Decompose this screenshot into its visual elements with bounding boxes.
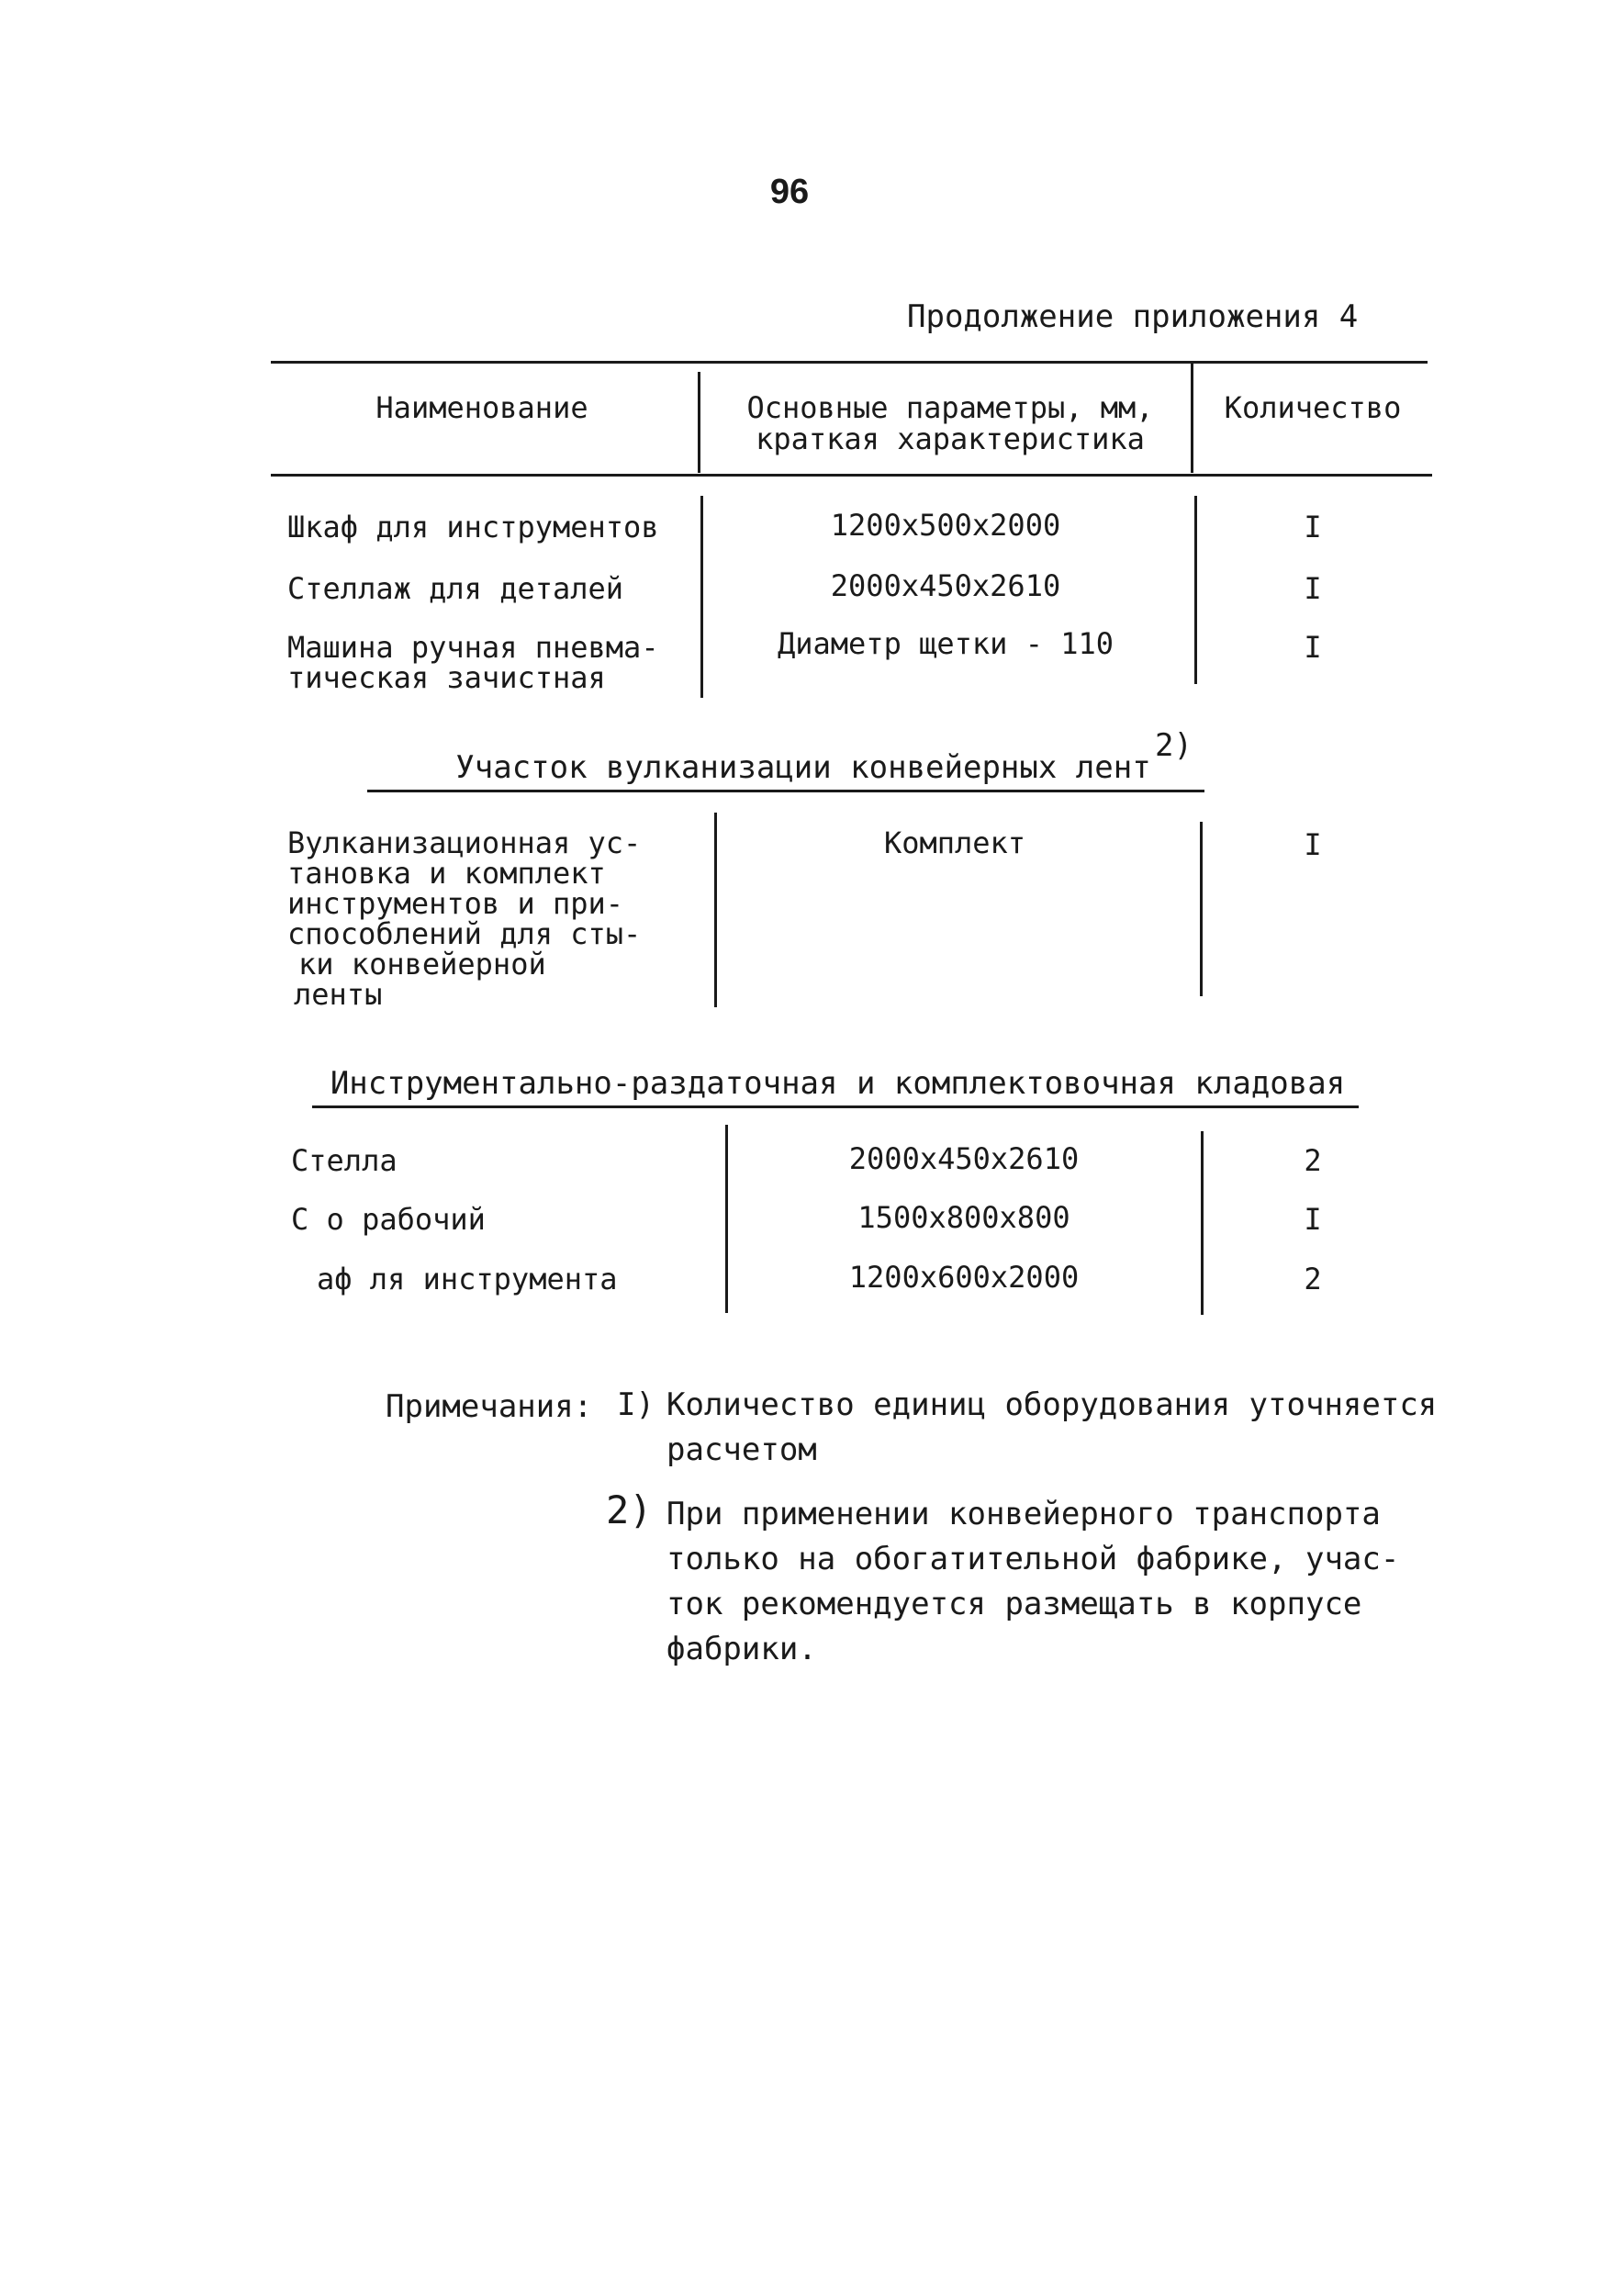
- header-params-line2: краткая характеристика: [756, 421, 1145, 456]
- group1-col-divider-2: [1194, 496, 1197, 684]
- row2-name: Стеллаж для деталей: [287, 571, 624, 606]
- note2-number: 2): [606, 1487, 653, 1532]
- section3-row1-qty: 2: [1304, 1143, 1322, 1178]
- section2-col-divider-1: [714, 813, 717, 1007]
- row3-qty: I: [1304, 630, 1322, 665]
- section2-footnote-mark: 2): [1155, 727, 1193, 764]
- section2-row-qty: I: [1304, 827, 1322, 862]
- group1-col-divider-1: [700, 496, 703, 698]
- section2-row-name-1: Вулканизационная ус-: [287, 825, 642, 860]
- section3-col-divider-1: [725, 1125, 728, 1313]
- header-name: Наименование: [375, 390, 588, 425]
- section2-col-divider-2: [1200, 822, 1203, 996]
- table-header-rule: [271, 474, 1432, 477]
- section2-row-name-3: инструментов и при-: [287, 886, 624, 921]
- row1-qty: I: [1304, 510, 1322, 544]
- note2-line3: ток рекомендуется размещать в корпусе: [666, 1586, 1362, 1622]
- section3-row2-name: С о рабочий: [291, 1202, 486, 1237]
- header-col-divider-1: [698, 372, 700, 473]
- row1-params: 1200x500x2000: [830, 508, 1061, 543]
- note1-line1: Количество единиц оборудования уточняется: [666, 1386, 1438, 1423]
- section3-row2-qty: I: [1304, 1202, 1322, 1237]
- table-top-rule: [271, 361, 1428, 364]
- section3-row3-qty: 2: [1304, 1262, 1322, 1296]
- note1-line2: расчетом: [666, 1431, 817, 1468]
- section3-row3-params: 1200x600x2000: [848, 1260, 1080, 1295]
- header-col-divider-2: [1191, 363, 1193, 473]
- page-number: 96: [769, 173, 810, 211]
- section3-row2-params: 1500x800x800: [857, 1200, 1070, 1235]
- section3-row3-name: аф ля инструмента: [317, 1262, 618, 1296]
- section2-rule: [367, 790, 1204, 792]
- row1-name: Шкаф для инструментов: [287, 510, 659, 544]
- section2-row-name-2: тановка и комплект: [287, 856, 606, 891]
- section3-row1-name: Стелла: [291, 1143, 398, 1178]
- section2-row-name-6: ленты: [294, 977, 383, 1012]
- row2-qty: I: [1304, 571, 1322, 606]
- row3-params: Диаметр щетки - 110: [777, 626, 1114, 661]
- section2-title: Участок вулканизации конвейерных лент: [455, 749, 1151, 786]
- note1-number: I): [617, 1386, 655, 1423]
- row3-name-line1: Машина ручная пневма-: [287, 630, 659, 665]
- header-params-line1: Основные параметры, мм,: [746, 390, 1154, 425]
- note2-line2: только на обогатительной фабрике, учас-: [666, 1541, 1400, 1577]
- note2-line1: При применении конвейерного транспорта: [666, 1496, 1381, 1532]
- section3-col-divider-2: [1201, 1131, 1204, 1315]
- row3-name-line2: тическая зачистная: [287, 660, 606, 695]
- continuation-caption: Продолжение приложения 4: [907, 298, 1359, 335]
- section2-row-name-4: способлений для сты-: [287, 916, 642, 951]
- header-quantity: Количество: [1224, 390, 1402, 425]
- notes-label: Примечания:: [386, 1388, 593, 1425]
- row2-params: 2000x450x2610: [830, 568, 1061, 603]
- note2-line4: фабрики.: [666, 1631, 817, 1667]
- section3-title: Инструментально-раздаточная и комплектовочная кладовая: [330, 1065, 1346, 1102]
- section3-row1-params: 2000x450x2610: [848, 1141, 1080, 1176]
- section2-row-params: Комплект: [883, 825, 1026, 860]
- section3-rule: [312, 1105, 1359, 1108]
- section2-row-name-5: ки конвейерной: [298, 947, 546, 982]
